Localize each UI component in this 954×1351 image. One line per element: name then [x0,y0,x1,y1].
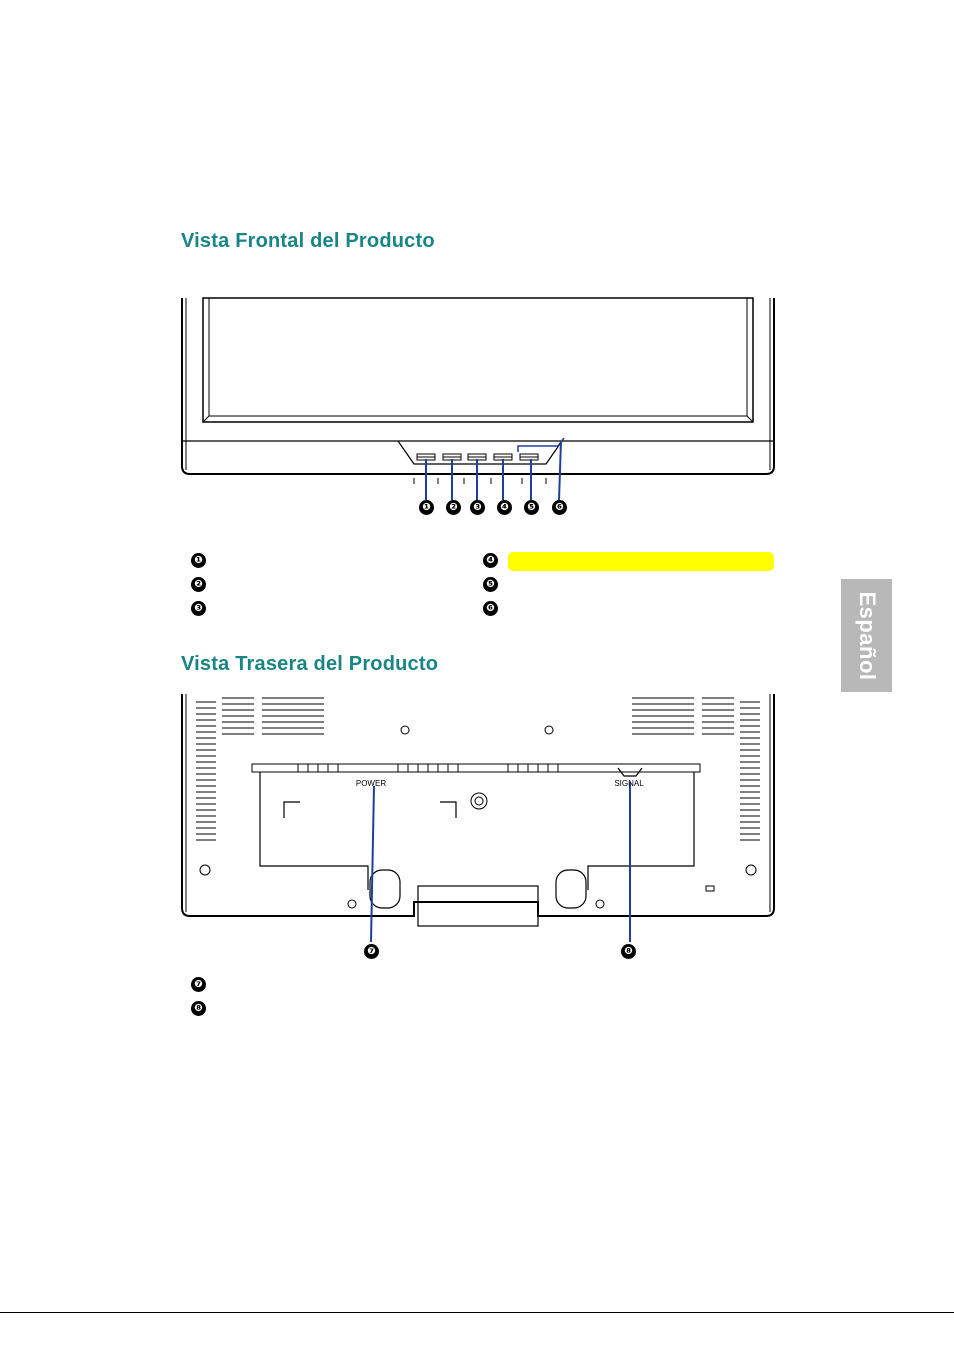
callout-4: ❹ [497,500,512,515]
front-view-diagram [178,294,778,520]
legend-bullet-8: ❽ [191,1001,206,1016]
control-buttons [414,454,546,484]
legend-bullet-6: ❻ [483,601,498,616]
rear-view-heading: Vista Trasera del Producto [181,653,439,675]
language-tab[interactable] [841,579,892,692]
callout-1: ❶ [419,500,434,515]
legend-bullet-4: ❹ [483,553,498,568]
monitor-front-drawing [178,294,778,520]
callout-6: ❻ [552,500,567,515]
callout-8: ❽ [621,944,636,959]
rear-view-diagram [178,690,778,962]
front-view-heading: Vista Frontal del Producto [181,230,435,252]
legend-highlight [508,552,774,571]
legend-bullet-5: ❺ [483,577,498,592]
callout-5: ❺ [524,500,539,515]
signal-port-label: SIGNAL [614,779,644,788]
callout-2: ❷ [446,500,461,515]
callout-7: ❼ [364,944,379,959]
legend-bullet-7: ❼ [191,977,206,992]
legend-bullet-2: ❷ [191,577,206,592]
power-port-label: POWER [355,779,387,788]
monitor-rear-drawing [178,690,778,962]
legend-bullet-3: ❸ [191,601,206,616]
callout-3: ❸ [470,500,485,515]
legend-bullet-1: ❶ [191,553,206,568]
footer-divider [0,1312,954,1313]
language-tab-label: Español [854,590,880,681]
